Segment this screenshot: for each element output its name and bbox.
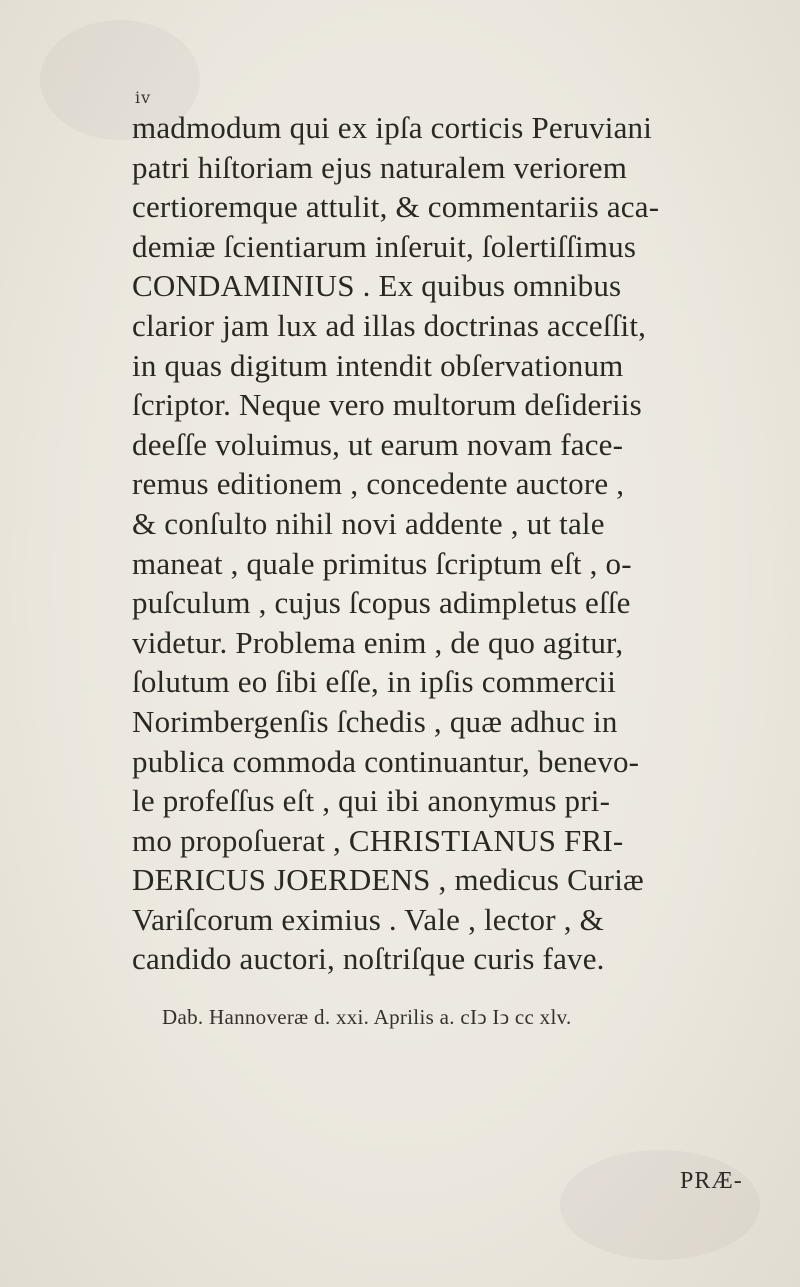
text-line: certioremque attulit, & commentariis aca-	[132, 189, 660, 225]
text-line: mo propoſuerat , CHRISTIANUS FRI-	[132, 822, 624, 858]
text-line: Norimbergenſis ſchedis , quæ adhuc in	[132, 703, 618, 739]
text-line: patri hiſtoriam ejus naturalem veriorem	[132, 149, 628, 185]
text-line: ſolutum eo ſibi eſſe, in ipſis commercii	[132, 664, 617, 700]
text-line: publica commoda continuantur, benevo-	[132, 743, 640, 779]
paper-stain	[560, 1150, 760, 1260]
body-text	[132, 108, 772, 979]
text-line: demiæ ſcientiarum inſeruit, ſolertiſſimus	[132, 228, 637, 264]
text-line: & conſulto nihil novi addente , ut tale	[132, 505, 605, 541]
text-line: in quas digitum intendit obſervationum	[132, 347, 624, 383]
text-line: Variſcorum eximius . Vale , lector , &	[132, 901, 604, 937]
text-line: clarior jam lux ad illas doctrinas acceſſit,	[132, 307, 647, 343]
text-line: candido auctori, noſtriſque curis fave.	[132, 941, 605, 977]
text-line: CONDAMINIUS . Ex quibus omnibus	[132, 268, 622, 304]
page-number: iv	[135, 88, 152, 107]
text-line: remus editionem , concedente auctore ,	[132, 466, 625, 502]
text-line: deeſſe voluimus, ut earum novam face-	[132, 426, 624, 462]
text-line: puſculum , cujus ſcopus adimpletus eſſe	[132, 585, 631, 621]
text-line: maneat , quale primitus ſcriptum eſt , o-	[132, 545, 632, 581]
text-line: videtur. Problema enim , de quo agitur,	[132, 624, 624, 660]
text-line: madmodum qui ex ipſa corticis Peruviani	[132, 110, 653, 145]
text-line: ſcriptor. Neque vero multorum deſideriis	[132, 387, 642, 423]
text-line: DERICUS JOERDENS , medicus Curiæ	[132, 862, 644, 898]
catchword: PRÆ-	[680, 1168, 743, 1194]
text-line: le profeſſus eſt , qui ibi anonymus pri-	[132, 783, 611, 819]
date-line: Dab. Hannoveræ d. xxi. Aprilis a. cIↄ Iↄ cc xlv.	[162, 1005, 572, 1029]
